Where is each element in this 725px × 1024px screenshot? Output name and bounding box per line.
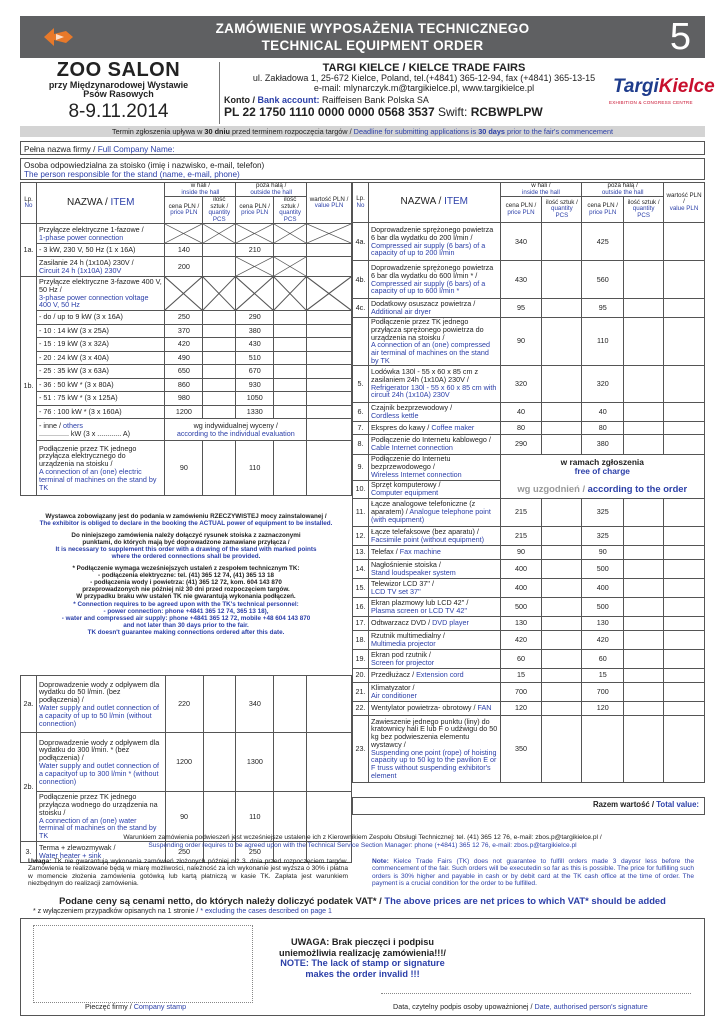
qty-input[interactable] [542, 715, 582, 782]
table-row: 22. Wentylator powietrza- obrotowy / FAN 120 120 [353, 701, 705, 715]
table-row: - 20 : 24 kW (3 x 40A) 490 510 [21, 351, 352, 365]
table-row: - do / up to 9 kW (3 x 16A) 250 290 [21, 311, 352, 325]
signature-section [20, 918, 705, 1016]
qty-input[interactable] [274, 378, 307, 392]
qty-input[interactable] [624, 701, 664, 715]
qty-input[interactable] [542, 597, 582, 616]
table-row: 16. Ekran plazmowy lub LCD 42'' / Plasma screen or LCD TV 42'' 500 500 [353, 597, 705, 616]
qty-input[interactable] [274, 441, 307, 496]
logo-word1: Targi [613, 76, 659, 97]
table-row: 23. Zawieszenie jednego punktu (liny) do kratownicy hali E lub F o udźwigu do 50 kg bez podwieszenia elementu wystawcy / Suspending one point (rope) of hoisting capacity up to 50 kg to the pavilion E or F truss without suspending exhibitor's element 350 [353, 715, 705, 782]
qty-input[interactable] [274, 351, 307, 365]
qty-input[interactable] [274, 676, 307, 733]
qty-input[interactable] [542, 668, 582, 682]
qty-input[interactable] [203, 311, 236, 325]
header-bar [20, 16, 705, 58]
event-sub2: Psów Rasowych [83, 89, 154, 100]
table-row: 17. Odtwarzacz DVD / DVD player 130 130 [353, 616, 705, 630]
qty-input[interactable] [542, 421, 582, 434]
table-row: Podłączenie przez TK jednego przyłącza wodnego do urządzenia na stoisku / A connection of an (one) water terminal of machines on the stand by TK 90 110 [21, 792, 352, 842]
qty-input[interactable] [542, 318, 582, 366]
table-row: 21. Klimatyzator / Air conditioner 700 700 [353, 682, 705, 701]
divider [219, 62, 220, 124]
left-order-table: Lp. No NAZWA / ITEM w hali / inside the hall poza halą / outside the hall wartość PLN / value PLN cena PLN / price PLN ilość sztuk / quantity PCS cena PLN / price PLN ilość sztuk / quantity PCS 1a. Przyłącze elektryczne 1-fazowe / 1-phase power connection - 3 kW, 230 V, 50 Hz (1 x 16A) 140 210 Zasilanie 24 h (1x10A) 230V / Circuit 24 h (1x10A) 230V 200 1b. Przyłącze elektryczne 3-fazowe 400 V, 50 Hz / 3-phase power connection voltage 400 V, 50 Hz - do / up to 9 kW (3 x 16A) 250 290 - 10 : 14 kW (3 x 25A) 370 380 - 15 : 19 kW (3 x 32A) 420 430 - 20 : 24 kW (3 x 40A) 490 510 - 25 : 35 kW (3 x 63A) 650 670 - 36 : 50 kW * (3 x 80A) 860 930 - 51 : 75 kW * (3 x 125A) 980 1050 - 76 : 100 kW * (3 x 160A) 1200 1330 - inne / others ............... kW (3 x ............ A) wg indywidualnej wyceny / according to the individual evaluation Podłączenie przez TK jednego przyłącza elektrycznego do urządzenia na stoisku / A connection of an (one) electric terminal of machines on the stand by TK 90 110 [20, 182, 352, 496]
stamp-warning: UWAGA: Brak pieczęci i podpisu uniemożliwia realizację zamówienia!!!/ NOTE: The lack of stamp or signature makes the order invalid !!! [279, 937, 446, 979]
qty-input[interactable] [203, 365, 236, 379]
qty-input[interactable] [542, 545, 582, 559]
qty-input[interactable] [542, 402, 582, 421]
qty-input[interactable] [542, 649, 582, 668]
qty-input[interactable] [624, 261, 664, 299]
qty-input[interactable] [624, 526, 664, 545]
qty-input[interactable] [542, 682, 582, 701]
table-row: 1a. Przyłącze elektryczne 1-fazowe / 1-phase power connection [21, 224, 352, 244]
qty-input[interactable] [274, 392, 307, 406]
qty-input[interactable] [542, 365, 582, 402]
qty-input[interactable] [542, 223, 582, 261]
qty-input[interactable] [542, 261, 582, 299]
table-row: - 10 : 14 kW (3 x 25A) 370 380 [21, 324, 352, 338]
table-row: 12. Łącze telefaksowe (bez aparatu) / Facsimile point (without equipment) 215 325 [353, 526, 705, 545]
organizer-name: TARGI KIELCE / KIELCE TRADE FAIRS [322, 62, 526, 74]
table-row: 4b. Doprowadzenie sprężonego powietrza 6 bar dla wydatku do 600 l/min * / Compressed air supply (6 bars) of a capacity of up to 600 l/min * 430 560 [353, 261, 705, 299]
qty-input[interactable] [542, 616, 582, 630]
event-date: 8-9.11.2014 [68, 100, 169, 122]
qty-input[interactable] [624, 421, 664, 434]
qty-input[interactable] [542, 498, 582, 526]
table-row: 18. Rzutnik multimedialny / Multimedia projector 420 420 [353, 630, 705, 649]
organizer-block [224, 62, 624, 119]
title-en: TECHNICAL EQUIPMENT ORDER [261, 38, 484, 53]
qty-input[interactable] [624, 545, 664, 559]
qty-input[interactable] [203, 324, 236, 338]
qty-input[interactable] [274, 338, 307, 352]
electric-note: Wystawca zobowiązany jest do podania w zamówieniu RZECZYWISTEJ mocy zainstalowanej / The exhibitor is obliged to declare in the booking the ACTUAL power of equipment to be installed. Do niniejszego zamówienia należy dołączyć rysunek stoiska z zaznaczonymi punktami, do których mają być doprowadzone zamawiane przyłącza / It is necessary to supplement this order with a drawing of the stand with marked points where the ordered connections shall be provided. * Podłączenie wymaga wcześniejszych ustaleń z zespołem technicznym TK: - podłączenia elektryczne: tel. (41) 365 12 74, (41) 365 13 18 - podłączenia wody i powietrza: (41) 365 12 72, kom. 604 143 870 przeprowadzonych nie później niż 30 dni przed rozpoczęciem targów. W przypadku braku w/w ustaleń TK nie gwarantują wykonania podłączeń. * Connection requires to be agreed upon with the TK's technical personnel: - power connection: phone +4841 365 12 74, 365 13 18), - water and compressed air supply: phone +4841 365 12 72, mobile +48 604 143 870 and not later than 30 days prior to the fair. TK doesn't guarantee making connections ordered after this date. [39, 513, 333, 636]
qty-input[interactable] [624, 559, 664, 578]
event-name: ZOO SALON [56, 59, 181, 81]
qty-input[interactable] [624, 597, 664, 616]
late-order-note-en: Note: Kielce Trade Fairs (TK) does not guarantee to fulfill orders made 3 dayosr less before the commencement of the fair. Such orders will be executedin so far as this is possible. The price for fulfilling such orders is 30% higher and payable in cash or by debit card at the TK cash office at the time of order. The payment is a crucial condition for the order to be fulfilled. [372, 858, 694, 888]
logo-sub: EXHIBITION & CONGRESS CENTRE [609, 100, 693, 105]
vat-subnote: * z wyłączeniem przypadków opisanych na 1 stronie / * excluding the cases described on page 1 [33, 908, 332, 915]
qty-input[interactable] [542, 526, 582, 545]
qty-input[interactable] [203, 392, 236, 406]
table-row: 11. Łącze analogowe telefoniczne (z aparatem) / Analogue telephone point (with equipment) 215 325 [353, 498, 705, 526]
table-row: 4a. Doprowadzenie sprężonego powietrza 6 bar dla wydatku do 200 l/min / Compressed air supply (6 bars) of a capacity of up to 200 l/min 340 425 [353, 223, 705, 261]
qty-input[interactable] [274, 405, 307, 419]
table-row: 15. Telewizor LCD 37'' / LCD TV set 37'' 400 400 [353, 578, 705, 597]
qty-input[interactable] [624, 616, 664, 630]
qty-input[interactable] [624, 402, 664, 421]
event-sub1: przy Międzynarodowej Wystawie [48, 80, 189, 90]
qty-input[interactable] [274, 324, 307, 338]
qty-input[interactable] [203, 257, 236, 277]
qty-input[interactable] [624, 299, 664, 318]
organizer-address: ul. Zakładowa 1, 25-672 Kielce, Poland, tel.(+4841) 365-12-94, fax (+4841) 365-13-15 [252, 73, 596, 84]
table-row: - inne / others ............... kW (3 x ............ A) wg indywidualnej wyceny / according to the individual evaluation [21, 419, 352, 441]
qty-input[interactable] [274, 244, 307, 257]
qty-input[interactable] [203, 244, 236, 257]
qty-input[interactable] [542, 434, 582, 454]
title-pl: ZAMÓWIENIE WYPOSAŻENIA TECHNICZNEGO [215, 21, 530, 36]
late-order-note-pl: Uwaga: TK nie gwarantują wykonania zamówień złożonych później niż 3. dnia przed rozpoczęciem targów. Zamówienia te realizowane będą w miarę możliwości, należność za ich wykonanie jest wyższa o 30% i płatna w momencie złożenia zamówienia gotówką lub kartą płatniczą w kasie TK. Zapłata jest warunkiem niezbędnym do realizacji zamówienia. [28, 858, 348, 888]
qty-input[interactable] [203, 676, 236, 733]
signature-line[interactable] [381, 993, 691, 994]
table-row: Podłączenie przez TK jednego przyłącza sprężonego powietrza do urządzenia na stoisku / A connection of an (one) compressed air terminal of machines on the stand by TK 90 110 [353, 318, 705, 366]
qty-input[interactable] [624, 223, 664, 261]
qty-input[interactable] [624, 668, 664, 682]
qty-input[interactable] [203, 378, 236, 392]
table-row: 9. Podłączenie do Internetu bezprzewodowego / Wireless Internet connection w ramach zgłoszenia free of charge [353, 454, 705, 480]
table-row: 13. Telefax / Fax machine 90 90 [353, 545, 705, 559]
account-line: PL 22 1750 1110 0000 0000 0568 3537 Swift: RCBWPLPW [224, 104, 543, 119]
qty-input[interactable] [274, 311, 307, 325]
table-row: 7. Ekspres do kawy / Coffee maker 80 80 [353, 421, 705, 434]
table-row: 2b. Doprowadzenie wody z odpływem dla wydatku do 300 l/min. * (bez podłączenia) / Water supply and outlet connection of a capacityof up to 300 l/min * (without connection) 1200 1300 [21, 733, 352, 792]
form-header [20, 59, 715, 126]
qty-input[interactable] [203, 405, 236, 419]
suspension-warning: Warunkiem zamówienia podwieszeń jest wcześniejsze ustalenie ich z Kierownikiem Zespołu Obsługi Technicznej: tel. (41) 365 12 76, e-mail: zbos.p@targikielce.pl / Suspending order requires to be agreed upon with the Technical Service Section Manager: phone (+4841) 365 12 76, e-mail: zbos.p@targikielce.pl [123, 834, 602, 849]
fish-logo-icon [42, 22, 76, 52]
qty-input[interactable] [624, 318, 664, 366]
table-row: - 51 : 75 kW * (3 x 125A) 980 1050 [21, 392, 352, 406]
table-row: - 3 kW, 230 V, 50 Hz (1 x 16A) 140 210 [21, 244, 352, 257]
table-row: 6. Czajnik bezprzewodowy / Cordless kettle 40 40 [353, 402, 705, 421]
table-row: 4c. Dodatkowy osuszacz powietrza / Additional air dryer 95 95 [353, 299, 705, 318]
qty-input[interactable] [624, 434, 664, 454]
qty-input[interactable] [274, 733, 307, 792]
qty-input[interactable] [624, 630, 664, 649]
table-row: 19. Ekran pod rzutnik / Screen for projector 60 60 [353, 649, 705, 668]
table-row: Podłączenie przez TK jednego przyłącza elektrycznego do urządzenia na stoisku / A connection of an (one) electric terminal of machines on the stand by TK 90 110 [21, 441, 352, 496]
deadline-banner: Termin zgłoszenia upływa w 30 dniu przed terminem rozpoczęcia targów / Deadline for submitting applications is 30 days prior to the fair's commencement [20, 126, 705, 137]
qty-input[interactable] [624, 498, 664, 526]
table-row: - 76 : 100 kW * (3 x 160A) 1200 1330 [21, 405, 352, 419]
table-row: - 25 : 35 kW (3 x 63A) 650 670 [21, 365, 352, 379]
qty-input[interactable] [274, 365, 307, 379]
table-row: 5. Lodówka 130l - 55 x 60 x 85 cm z zasilaniem 24h (1x10A) 230V / Refrigerator 130l - 55 x 60 x 85 cm with circuit 24h (1x10A) 230V 320 320 [353, 365, 705, 402]
right-order-table: Lp. No NAZWA / ITEM w hali / inside the hall poza halą / outside the hall wartość PLN / value PLN cena PLN / price PLN ilość sztuk / quantity PCS cena PLN / price PLN ilość sztuk / quantity PCS 4a. Doprowadzenie sprężonego powietrza 6 bar dla wydatku do 200 l/min / Compressed air supply (6 bars) of a capacity of up to 200 l/min 340 425 4b. Doprowadzenie sprężonego powietrza 6 bar dla wydatku do 600 l/min * / Compressed air supply (6 bars) of a capacity of up to 600 l/min * 430 560 4c. Dodatkowy osuszacz powietrza / Additional air dryer 95 95 Podłączenie przez TK jednego przyłącza sprężonego powietrza do urządzenia na stoisku / A connection of an (one) compressed air terminal of machines on the stand by TK 90 110 5. Lodówka 130l - 55 x 60 x 85 cm z zasilaniem 24h (1x10A) 230V / Refrigerator 130l - 55 x 60 x 85 cm with circuit 24h (1x10A) 230V 320 320 6. Czajnik bezprzewodowy / Cordless kettle 40 40 7. Ekspres do kawy / Coffee maker 80 80 8. Podłączenie do Internetu kablowego / Cable Internet connection 290 380 9. Podłączenie do Internetu bezprzewodowego / Wireless Internet connection w ramach zgłoszenia free of charge 10. Sprzęt komputerowy / Computer equipment wg uzgodnień / according to the order 11. Łącze analogowe telefoniczne (z aparatem) / Analogue telephone point (with equipment) 215 325 12. Łącze telefaksowe (bez aparatu) / Facsimile point (without equipment) 215 325 13. Telefax / Fax machine 90 90 14. Nagłośnienie stoiska / Stand loudspeaker system 400 500 15. Telewizor LCD 37'' / LCD TV set 37'' 400 400 16. Ekran plazmowy lub LCD 42'' / Plasma screen or LCD TV 42'' 500 500 17. Odtwarzacz DVD / DVD player 130 130 18. Rzutnik multimedialny / Multimedia projector 420 420 19. Ekran pod rzutnik / Screen for projector 60 60 20. Przedłużacz / Extension cord 15 15 21. Klimatyzator / Air conditioner 700 700 22. Wentylator powietrza- obrotowy / FAN 120 120 23. Zawieszenie jednego punktu (liny) do kratownicy hali E lub F o udźwigu do 50 kg bez podwieszenia elementu wystawcy / Suspending one point (rope) of hoisting capacity up to 50 kg to the pavilion E or F truss without suspending exhibitor's element 350 [352, 182, 705, 783]
qty-input[interactable] [542, 578, 582, 597]
qty-input[interactable] [203, 338, 236, 352]
organizer-email: e-mail: mlynarczyk.m@targikielce.pl, www.targikielce.pl [313, 82, 535, 93]
event-block [20, 60, 217, 124]
company-name-field[interactable]: Pełna nazwa firmy / Full Company Name: [20, 141, 705, 155]
qty-input[interactable] [203, 733, 236, 792]
qty-input[interactable] [624, 649, 664, 668]
stamp-label: Pieczęć firmy / Company stamp [85, 1002, 187, 1011]
table-row: 14. Nagłośnienie stoiska / Stand loudspeaker system 400 500 [353, 559, 705, 578]
table-row: - 15 : 19 kW (3 x 32A) 420 430 [21, 338, 352, 352]
table-row: Zasilanie 24 h (1x10A) 230V / Circuit 24 h (1x10A) 230V 200 [21, 257, 352, 277]
table-row: 2a. Doprowadzenie wody z odpływem dla wydatku do 50 l/min. (bez podłączenia) / Water supply and outlet connection of a capacity of up to 50 l/min (without connection) 220 340 [21, 676, 352, 733]
targi-kielce-logo [605, 74, 715, 108]
signature-label: Data, czytelny podpis osoby upoważnionej / Date, authorised person's signature [393, 1002, 648, 1011]
responsible-person-field[interactable]: Osoba odpowiedzialna za stoisko (imię i nazwisko, e-mail, telefon) The person responsible for the stand (name, e-mail, phone) [20, 158, 705, 180]
table-row: - 36 : 50 kW * (3 x 80A) 860 930 [21, 378, 352, 392]
qty-input[interactable] [624, 365, 664, 402]
qty-input[interactable] [542, 299, 582, 318]
table-row: 3. Terma + zlewozmywak / Water heater + sink 250 250 [21, 842, 352, 863]
vat-note: Podane ceny są cenami netto, do których należy doliczyć podatek VAT* / The above prices are net prices to which VAT* should be added [59, 895, 666, 906]
qty-input[interactable] [203, 351, 236, 365]
qty-input[interactable] [542, 630, 582, 649]
qty-input[interactable] [542, 701, 582, 715]
table-row: 10. Sprzęt komputerowy / Computer equipment wg uzgodnień / according to the order [353, 480, 705, 498]
total-value-row: Razem wartość / Total value: [352, 797, 705, 815]
bank-line: Konto / Bank account: Raiffeisen Bank Polska SA [224, 94, 429, 105]
table-row: 1b. Przyłącze elektryczne 3-fazowe 400 V, 50 Hz / 3-phase power connection voltage 400 V, 50 Hz [21, 277, 352, 311]
qty-input[interactable] [624, 578, 664, 597]
table-row: 20. Przedłużacz / Extension cord 15 15 [353, 668, 705, 682]
qty-input[interactable] [203, 441, 236, 496]
qty-input[interactable] [624, 682, 664, 701]
table-row: 8. Podłączenie do Internetu kablowego / Cable Internet connection 290 380 [353, 434, 705, 454]
form-number: 5 [669, 16, 691, 58]
logo-word2: Kielce [658, 76, 715, 97]
qty-input[interactable] [542, 559, 582, 578]
